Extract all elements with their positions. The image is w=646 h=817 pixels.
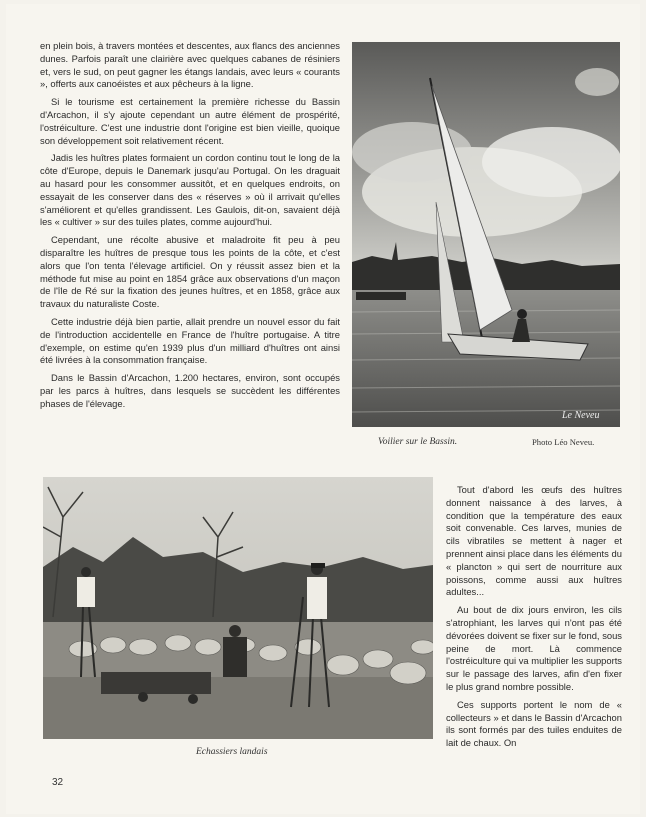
paragraph: Jadis les huîtres plates formaient un cordon continu tout le long de la côte d'Europe, depuis le Danemark jusqu'au Portugal. On les draguait au hasard pour les consommer aussitôt, et en quelques endroits, on essayait de les conserver dans des « réserves » où il arrivait qu'elles s'améliorent et qu'elles grandissent. Les Gaulois, dit-on, savaient déjà les « cultiver » sur des tuiles plates, comme aujourd'hui. [40,152,340,228]
photo-credit: Photo Léo Neveu. [532,437,595,447]
stilt-walkers-caption: Echassiers landais [196,747,268,757]
paragraph: Ces supports portent le nom de « collecteurs » et dans le Bassin d'Arcachon ils sont formés par des tuiles enduites de lait de chaux. On [446,698,622,749]
svg-text:Le Neveu: Le Neveu [562,410,600,421]
sailboat-caption: Voilier sur le Bassin. [378,437,458,447]
right-text-column [446,484,622,755]
paragraph: Dans le Bassin d'Arcachon, 1.200 hectares, environ, sont occupés par les parcs à huîtres, dans lesquels se succèdent les différentes phases de l'élevage. [40,372,340,409]
stilt-walkers-photo [43,477,433,739]
paragraph: Cependant, une récolte abusive et maladroite fit peu à peu disparaître les huîtres de presque tous les points de la côte, et c'est alors que l'on tenta l'élevage artificiel. On y réussit assez bien et la méthode fut mise au point en 1854 grâce aux observations d'un maçon de l'île de Ré sur la fixation des jeunes huîtres, et en 1858, grâce aux travaux du naturaliste Coste. [40,234,340,310]
paragraph: Tout d'abord les œufs des huîtres donnent naissance à des larves, à condition que la température des eaux soit convenable. Ces larves, munies de cils vibratiles se mettent à nager et prennent ainsi place dans les éléments du « plancton » qui sert de nourriture aux poissons, comme aussi aux huîtres adultes... [446,484,622,598]
page-number: 32 [52,777,64,788]
sailboat-photo [352,42,620,427]
paragraph: Au bout de dix jours environ, les cils s'atrophiant, les larves qui n'ont pas été dévorées doivent se fixer sur le fond, sous peine de mort. Là commence l'ostréiculture qui va multiplier les supports sur le passage des larves, afin d'en fixer le plus grand nombre possible. [446,604,622,692]
magazine-page [6,4,640,814]
paragraph: en plein bois, à travers montées et descentes, aux flancs des anciennes dunes. Parfois paraît une clairière avec quelques cabanes de résiniers et, vers le sud, on peut gagner les étangs landais, avec leurs « courants », offerts aux canoéistes et aux pêcheurs à la ligne. [40,40,340,90]
paragraph: Si le tourisme est certainement la première richesse du Bassin d'Arcachon, il s'y ajoute cependant un autre élément de prospérité, l'ostréiculture. C'est une industrie dont l'origine est bien vieille, quoique son développement soit relativement récent. [40,96,340,146]
left-text-column [40,40,340,416]
paragraph: Cette industrie déjà bien partie, allait prendre un nouvel essor du fait de l'introduction accidentelle en France de l'huître portugaise. A titre d'exemple, on estime qu'en 1939 plus d'un milliard d'huîtres ont ainsi été livrées à la consommation française. [40,315,340,366]
